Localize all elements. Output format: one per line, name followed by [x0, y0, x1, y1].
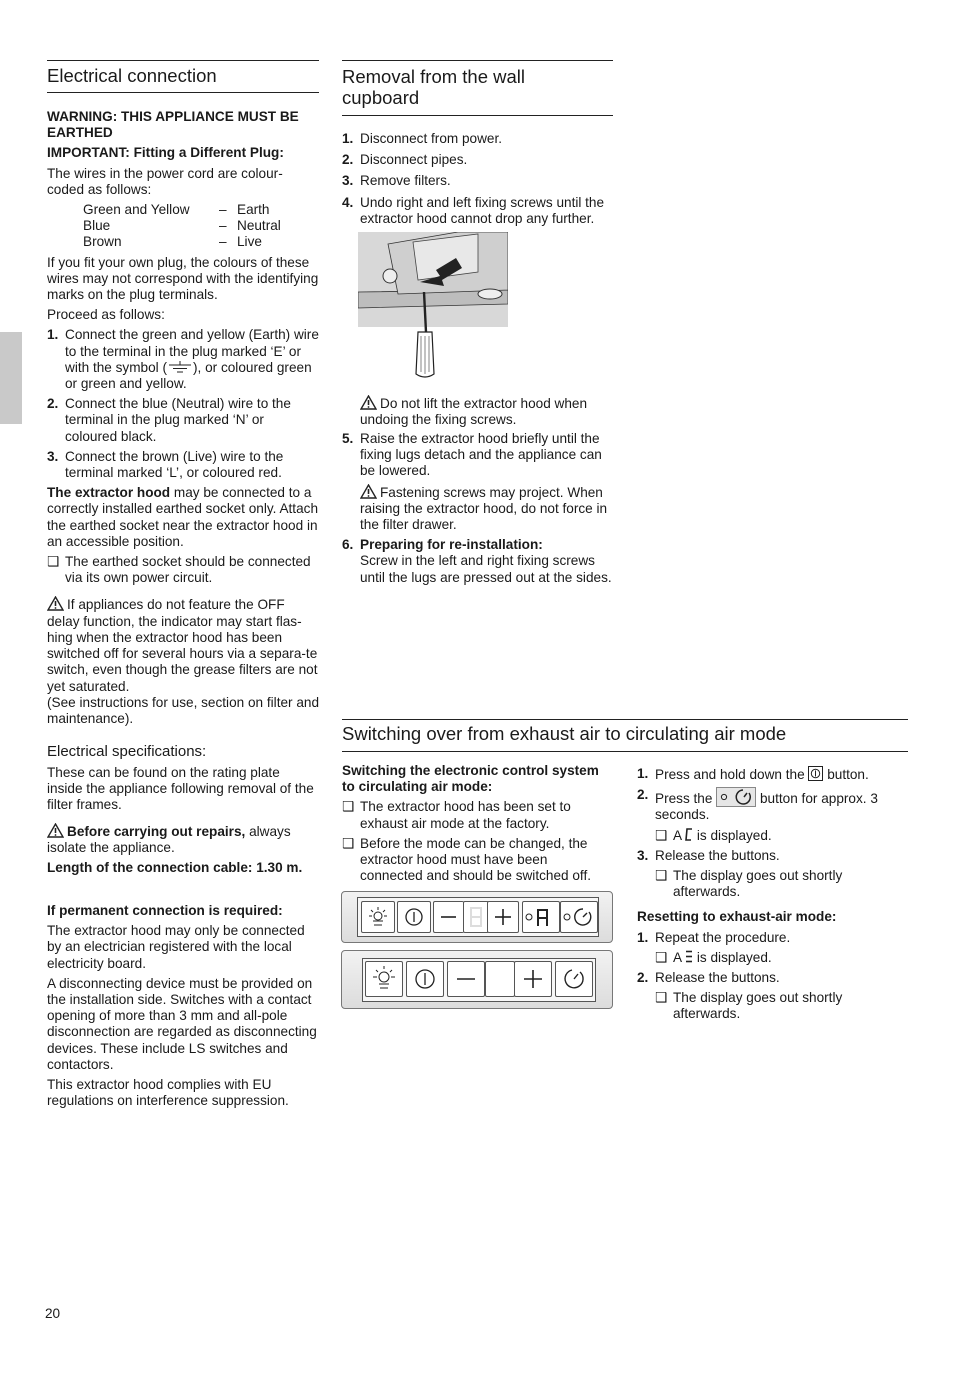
section-rule: [47, 92, 319, 93]
switching-steps: [637, 766, 912, 1023]
circulating-a-display-icon: [523, 902, 559, 932]
off-delay-text: If appliances do not feature the OFF delay function, the indicator may start flas-hing when the extractor hood has been switched off for several hours via a separa-te switch, even though the grease filters are not yet saturated.: [47, 597, 318, 694]
level-display: [485, 961, 515, 997]
section-rule: [342, 115, 613, 116]
list-item: ❑ A is displayed.: [655, 949, 772, 965]
level-display: [463, 901, 489, 933]
eu-text: This extractor hood complies with EU regulations on interference suppression.: [47, 1077, 289, 1109]
section-rule: [342, 60, 613, 61]
list-item: ❑ The display goes out shortly afterwards.: [655, 990, 843, 1022]
section-rule: [342, 751, 908, 752]
warning-triangle-icon: [47, 823, 64, 838]
no-lift-note: Do not lift the extractor hood when undoing the fixing screws.: [360, 396, 588, 428]
digit-display-icon: [464, 902, 488, 932]
plus-button[interactable]: [487, 901, 519, 933]
section-rule: [47, 60, 319, 61]
checkbox-bullet-icon: ❑: [342, 799, 355, 815]
light-icon: [362, 902, 394, 932]
list-item: 1. Repeat the procedure.: [637, 929, 791, 945]
power-button[interactable]: [397, 901, 431, 933]
list-item: 5. Raise the extractor hood briefly until the fixing lugs detach and the appliance can be lowered.: [342, 431, 602, 479]
own-plug-text: If you fit your own plug, the colours of these wires may not correspond with the identifying marks on the plug terminals.: [47, 254, 319, 303]
warning-triangle-icon: [47, 596, 64, 611]
list-item: ❑ A is displayed.: [655, 827, 772, 843]
checkbox-bullet-icon: ❑: [47, 554, 60, 570]
fastening-note: Fastening screws may project. When raising the extractor hood, do not force in the filter drawer.: [360, 484, 608, 533]
list-item: ❑ The earthed socket should be connected via its own power circuit.: [47, 554, 311, 586]
electrical-body: [47, 109, 319, 727]
list-item: 2. Disconnect pipes.: [342, 152, 468, 168]
minus-icon: [434, 902, 464, 932]
switching-subtitle: Switching the electronic control system to circulating air mode:: [342, 763, 599, 795]
list-item: 1. Connect the green and yellow (Earth) wire to the terminal in the plug marked ‘E’ or with the symbol ( ), or coloured green or green and yellow.: [47, 327, 319, 392]
switching-intro: [342, 763, 612, 884]
reset-title: Resetting to exhaust-air mode:: [637, 909, 837, 925]
circulating-symbol-icon: [685, 828, 693, 841]
list-item: ❑ The extractor hood has been set to exhaust air mode at the factory.: [342, 799, 571, 831]
timer-button-icon: [716, 787, 756, 807]
minus-icon: [448, 962, 484, 996]
important-plug: IMPORTANT: Fitting a Different Plug:: [47, 145, 284, 161]
light-button[interactable]: [361, 901, 395, 933]
section-rule: [342, 719, 908, 720]
power-icon: [407, 962, 443, 996]
page-side-tab: [0, 332, 22, 424]
list-item: ❑ Before the mode can be changed, the extractor hood must have been connected and should be switched off.: [342, 835, 592, 884]
list-item: ❑ The display goes out shortly afterwards.: [655, 868, 843, 900]
power-icon: [398, 902, 430, 932]
list-item: 6. Preparing for re-installation: Screw in the left and right fixing screws until the lugs are pressed out at the sides.: [342, 537, 612, 585]
exhaust-symbol-icon: [685, 950, 693, 963]
control-panel: [341, 950, 613, 1009]
list-item: 2. Release the buttons.: [637, 970, 780, 986]
plus-icon: [488, 902, 518, 932]
see-instructions-text: (See instructions for use, section on filter and maintenance).: [47, 694, 320, 726]
minus-button[interactable]: [447, 961, 485, 997]
mode-display: [522, 901, 560, 933]
checkbox-bullet-icon: ❑: [655, 827, 668, 843]
wire-row: Green and Yellow – Earth: [83, 202, 270, 218]
timer-button[interactable]: [560, 901, 598, 933]
page-number: 20: [45, 1306, 61, 1321]
list-item: 2. Connect the blue (Neutral) wire to the terminal in the plug marked ‘N’ or coloured black.: [47, 396, 291, 444]
wire-table: [83, 202, 319, 251]
wires-intro: The wires in the power cord are colour-coded as follows:: [47, 165, 283, 197]
list-item: 2. Press the button for approx. 3 seconds.: [637, 787, 878, 823]
list-item: 3. Connect the brown (Live) wire to the terminal marked ‘L’, or coloured red.: [47, 448, 284, 481]
control-panel-with-display: [341, 891, 613, 943]
earth-symbol-icon: [167, 361, 193, 373]
wire-row: Brown – Live: [83, 234, 262, 250]
spec-text: These can be found on the rating plate inside the appliance following removal of the filter frames.: [47, 765, 314, 813]
hood-socket-text: The extractor hood may be connected to a correctly installed earthed socket only. Attach the earthed socket near the extractor hood in an accessible position.: [47, 485, 319, 549]
list-item: 4. Undo right and left fixing screws until the extractor hood cannot drop any further.: [342, 194, 605, 226]
spec-title: Electrical specifications:: [47, 743, 207, 760]
disconnect-text: A disconnecting device must be provided on the installation side. Switches with a contact opening of more than 3 mm and all-pole disconnection are regarded as disconnecting devices. These include LS switches and contactors.: [47, 975, 317, 1072]
timer-button[interactable]: [555, 961, 593, 997]
list-item: 3. Release the buttons.: [637, 847, 780, 863]
light-button[interactable]: [365, 961, 403, 997]
checkbox-bullet-icon: ❑: [655, 949, 668, 965]
warning-earthed: WARNING: THIS APPLIANCE MUST BE EARTHED: [47, 109, 299, 141]
fixing-screw-illustration: [358, 232, 508, 380]
timer-icon: [556, 962, 592, 996]
list-item: 3. Remove filters.: [342, 173, 451, 189]
proceed-text: Proceed as follows:: [47, 307, 165, 323]
checkbox-bullet-icon: ❑: [655, 990, 668, 1006]
list-item: 1. Disconnect from power.: [342, 131, 503, 146]
warning-triangle-icon: [360, 395, 377, 410]
plus-icon: [515, 962, 551, 996]
light-icon: [366, 962, 402, 996]
removal-steps-cont: [342, 431, 614, 586]
section-title-removal: Removal from the wall cupboard: [342, 66, 526, 108]
section-title-switching: Switching over from exhaust air to circulating air mode: [342, 723, 787, 744]
list-item: 1. Press and hold down the button.: [637, 766, 869, 782]
power-button-icon: [808, 766, 823, 781]
minus-button[interactable]: [433, 901, 464, 933]
cable-length: Length of the connection cable: 1.30 m.: [47, 860, 303, 876]
perm-text: The extractor hood may only be connected by an electrician registered with the local electricity board.: [47, 923, 305, 971]
power-button[interactable]: [406, 961, 444, 997]
perm-title: If permanent connection is required:: [47, 903, 283, 918]
plus-button[interactable]: [514, 961, 552, 997]
wire-row: Blue – Neutral: [83, 218, 281, 234]
removal-steps: [342, 131, 614, 227]
permanent-connection: [47, 903, 319, 1109]
checkbox-bullet-icon: ❑: [655, 868, 668, 884]
electrical-specs: [47, 743, 319, 876]
warning-triangle-icon: [360, 484, 377, 499]
checkbox-bullet-icon: ❑: [342, 835, 355, 851]
repairs-text: Before carrying out repairs, always isolate the appliance.: [47, 823, 291, 855]
section-title-electrical: Electrical connection: [47, 65, 217, 86]
timer-icon: [561, 902, 597, 932]
